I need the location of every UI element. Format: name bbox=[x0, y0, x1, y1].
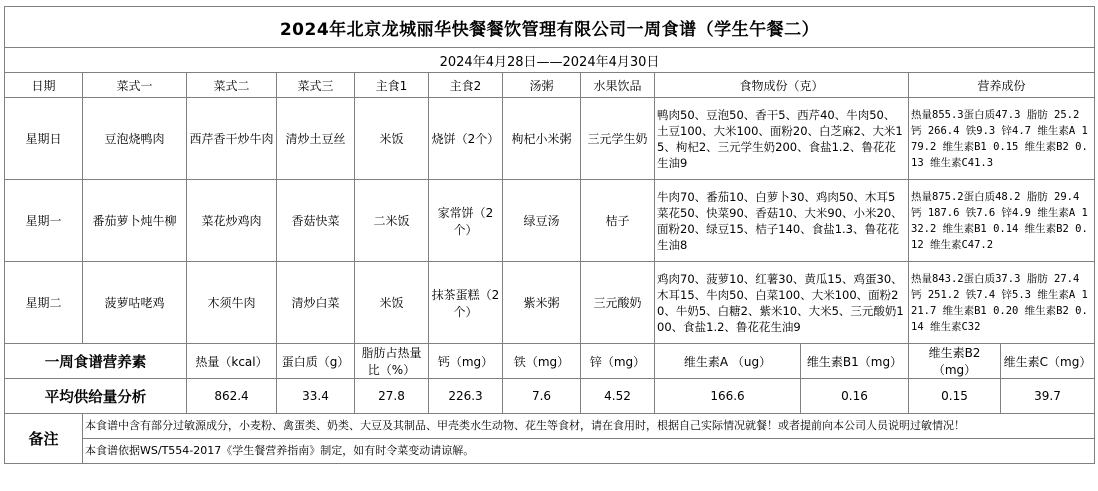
nutrition-cell: 热量855.3蛋白质47.3 脂肪 25.2 钙 266.4 铁9.3 锌4.7 维生素A 179.2 维生素B1 0.15 维生素B2 0.13 维生素C41.3 bbox=[909, 98, 1095, 180]
nutrition-cell: 热量843.2蛋白质37.3 脂肪 27.4 钙 251.2 铁7.4 锌5.3 维生素A 121.7 维生素B1 0.20 维生素B2 0.14 维生素C32 bbox=[909, 262, 1095, 344]
header-staple2: 主食2 bbox=[429, 73, 503, 98]
fruit-cell: 三元酸奶 bbox=[581, 262, 655, 344]
summary-value-calcium: 226.3 bbox=[429, 379, 503, 414]
summary-value-iron: 7.6 bbox=[503, 379, 581, 414]
fruit-cell: 桔子 bbox=[581, 180, 655, 262]
summary-header-vit-b2: 维生素B2（mg） bbox=[909, 344, 1001, 379]
header-soup: 汤粥 bbox=[503, 73, 581, 98]
summary-header-row bbox=[5, 344, 1095, 379]
notes-label: 备注 bbox=[5, 414, 83, 464]
summary-values-row bbox=[5, 379, 1095, 414]
summary-header-protein: 蛋白质（g） bbox=[277, 344, 355, 379]
dish1-cell: 番茄萝卜炖牛柳 bbox=[83, 180, 187, 262]
header-date: 日期 bbox=[5, 73, 83, 98]
staple2-cell: 烧饼（2个） bbox=[429, 98, 503, 180]
summary-value-vit-b1: 0.16 bbox=[801, 379, 909, 414]
ingredients-cell: 牛肉70、番茄10、白萝卜30、鸡肉50、木耳5 菜花50、快菜90、香菇10、大米90、小米20、面粉20、绿豆15、桔子140、食盐1.3、鲁花花生油8 bbox=[655, 180, 909, 262]
header-dish3: 菜式三 bbox=[277, 73, 355, 98]
header-dish2: 菜式二 bbox=[187, 73, 277, 98]
page-title: 2024年北京龙城丽华快餐餐饮管理有限公司一周食谱（学生午餐二） bbox=[5, 7, 1095, 48]
dish3-cell: 香菇快菜 bbox=[277, 180, 355, 262]
soup-cell: 紫米粥 bbox=[503, 262, 581, 344]
dish2-cell: 西芹香干炒牛肉 bbox=[187, 98, 277, 180]
summary-header-vit-a: 维生素A （ug） bbox=[655, 344, 801, 379]
header-row bbox=[5, 73, 1095, 98]
header-nutrition: 营养成份 bbox=[909, 73, 1095, 98]
header-dish1: 菜式一 bbox=[83, 73, 187, 98]
nutrition-cell: 热量875.2蛋白质48.2 脂肪 29.4 钙 187.6 铁7.6 锌4.9 维生素A 132.2 维生素B1 0.14 维生素B2 0.12 维生素C47.2 bbox=[909, 180, 1095, 262]
table-row bbox=[5, 180, 1095, 262]
summary-header-energy: 热量（kcal） bbox=[187, 344, 277, 379]
day-cell: 星期一 bbox=[5, 180, 83, 262]
summary-header-fat-ratio: 脂肪占热量比（%） bbox=[355, 344, 429, 379]
dish2-cell: 木须牛肉 bbox=[187, 262, 277, 344]
dish3-cell: 清炒白菜 bbox=[277, 262, 355, 344]
summary-header-iron: 铁（mg） bbox=[503, 344, 581, 379]
header-staple1: 主食1 bbox=[355, 73, 429, 98]
summary-value-vit-c: 39.7 bbox=[1001, 379, 1095, 414]
staple2-cell: 家常饼（2个） bbox=[429, 180, 503, 262]
summary-value-vit-b2: 0.15 bbox=[909, 379, 1001, 414]
dish3-cell: 清炒土豆丝 bbox=[277, 98, 355, 180]
summary-header-zinc: 锌（mg） bbox=[581, 344, 655, 379]
notes-row-2 bbox=[5, 439, 1095, 464]
header-ingredients: 食物成份（克） bbox=[655, 73, 909, 98]
notes-row-1 bbox=[5, 414, 1095, 439]
summary-label-weekly: 一周食谱营养素 bbox=[5, 344, 187, 379]
soup-cell: 绿豆汤 bbox=[503, 180, 581, 262]
day-cell: 星期二 bbox=[5, 262, 83, 344]
allergen-note: 本食谱中含有部分过敏源成分，小麦粉、禽蛋类、奶类、大豆及其制品、甲壳类水生动物、花生等食材，请在食用时，根据自己实际情况就餐！或者提前向本公司人员说明过敏情况！ bbox=[83, 414, 1095, 439]
summary-value-protein: 33.4 bbox=[277, 379, 355, 414]
ingredients-cell: 鸭肉50、豆泡50、香干5、西芹40、牛肉50、土豆100、大米100、面粉20、白芝麻2、大米15、枸杞2、三元学生奶200、食盐1.2、鲁花花生油9 bbox=[655, 98, 909, 180]
fruit-cell: 三元学生奶 bbox=[581, 98, 655, 180]
soup-cell: 枸杞小米粥 bbox=[503, 98, 581, 180]
summary-value-vit-a: 166.6 bbox=[655, 379, 801, 414]
dish1-cell: 豆泡烧鸭肉 bbox=[83, 98, 187, 180]
table-row bbox=[5, 98, 1095, 180]
dish2-cell: 菜花炒鸡肉 bbox=[187, 180, 277, 262]
day-cell: 星期日 bbox=[5, 98, 83, 180]
header-fruit: 水果饮品 bbox=[581, 73, 655, 98]
dish1-cell: 菠萝咕咾鸡 bbox=[83, 262, 187, 344]
summary-value-zinc: 4.52 bbox=[581, 379, 655, 414]
summary-header-vit-c: 维生素C（mg） bbox=[1001, 344, 1095, 379]
date-range: 2024年4月28日——2024年4月30日 bbox=[5, 48, 1095, 73]
summary-value-energy: 862.4 bbox=[187, 379, 277, 414]
summary-label-average: 平均供给量分析 bbox=[5, 379, 187, 414]
staple1-cell: 二米饭 bbox=[355, 180, 429, 262]
ingredients-cell: 鸡肉70、菠萝10、红薯30、黄瓜15、鸡蛋30、木耳15、牛肉50、白菜100、大米100、面粉20、牛奶5、白糖2、紫米10、大米5、三元酸奶100、食盐1.2、鲁花花生油9 bbox=[655, 262, 909, 344]
staple1-cell: 米饭 bbox=[355, 98, 429, 180]
summary-header-calcium: 钙（mg） bbox=[429, 344, 503, 379]
table-row bbox=[5, 262, 1095, 344]
summary-value-fat-ratio: 27.8 bbox=[355, 379, 429, 414]
menu-table bbox=[4, 6, 1095, 464]
staple1-cell: 米饭 bbox=[355, 262, 429, 344]
summary-header-vit-b1: 维生素B1（mg） bbox=[801, 344, 909, 379]
staple2-cell: 抹茶蛋糕（2个） bbox=[429, 262, 503, 344]
standard-note: 本食谱依据WS/T554-2017《学生餐营养指南》制定，如有时令菜变动请谅解。 bbox=[83, 439, 1095, 464]
